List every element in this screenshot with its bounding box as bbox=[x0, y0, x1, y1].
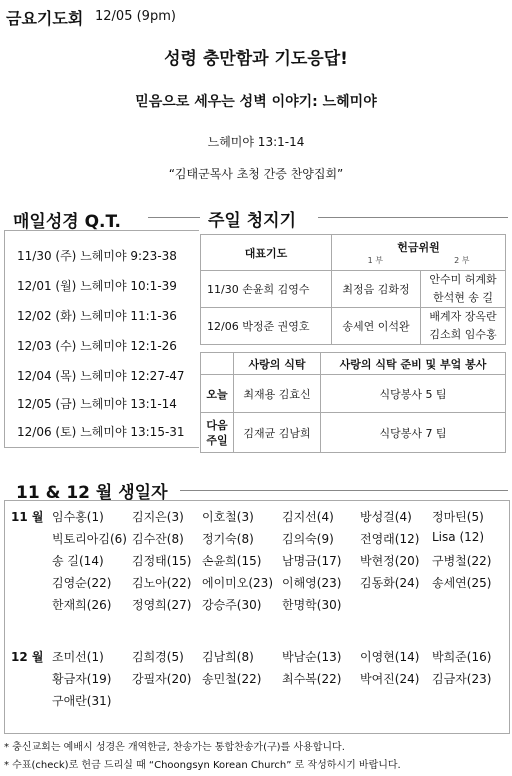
birthday-entry: 김수잔(8) bbox=[132, 532, 184, 546]
birthday-entry: Lisa (12) bbox=[432, 530, 485, 544]
note-check: * 수표(check)로 헌금 드리실 때 “Choongsyn Korean Church” 로 작성하시기 바랍니다. bbox=[4, 760, 401, 771]
qt-row: 12/01 (월) 느헤미야 10:1-39 bbox=[17, 279, 177, 293]
qt-box bbox=[4, 230, 199, 448]
birthday-entry: 김영순(22) bbox=[52, 576, 112, 590]
birthdays-title-rule bbox=[180, 490, 508, 491]
volunteer-row: 12/06 박정준 권영호 송세연 이석완 배계자 장옥란 김소희 임수홍 bbox=[201, 308, 506, 345]
prayer-meeting-title: 금요기도회 bbox=[6, 9, 84, 28]
qt-title: 매일성경 Q.T. bbox=[13, 212, 121, 232]
december-label: 12 월 bbox=[11, 650, 44, 664]
qt-row: 12/03 (수) 느헤미야 12:1-26 bbox=[17, 339, 177, 353]
birthday-entry: 김남희(8) bbox=[202, 650, 254, 664]
sermon-verse: 느헤미야 13:1-14 bbox=[207, 135, 305, 149]
birthday-entry: 정영희(27) bbox=[132, 598, 192, 612]
meal-prep-header: 사랑의 식탁 준비 및 부엌 봉사 bbox=[321, 353, 506, 375]
birthday-entry: 구애란(31) bbox=[52, 694, 112, 708]
meal-table bbox=[200, 352, 506, 453]
birthday-entry: 정기숙(8) bbox=[202, 532, 254, 546]
sermon-heading: 성령 충만함과 기도응답! bbox=[164, 49, 348, 69]
birthday-entry: 황금자(19) bbox=[52, 672, 112, 686]
qt-row: 12/05 (금) 느헤미야 13:1-14 bbox=[17, 397, 177, 411]
birthday-entry: 한명학(30) bbox=[282, 598, 342, 612]
qt-row: 12/02 (화) 느헤미야 11:1-36 bbox=[17, 309, 177, 323]
prayer-header: 대표기도 bbox=[201, 235, 332, 271]
birthday-entry: 박희준(16) bbox=[432, 650, 492, 664]
birthday-entry: 김동화(24) bbox=[360, 576, 420, 590]
birthday-entry: 김정태(15) bbox=[132, 554, 192, 568]
volunteers-table bbox=[200, 234, 506, 345]
birthday-entry: 전영래(12) bbox=[360, 532, 420, 546]
meal-row: 다음 주일 김재균 김남희 식당봉사 7 팀 bbox=[201, 413, 506, 453]
birthday-entry: 방성걸(4) bbox=[360, 510, 412, 524]
birthday-entry: 박남순(13) bbox=[282, 650, 342, 664]
birthday-entry: 이영현(14) bbox=[360, 650, 420, 664]
birthday-entry: 송 길(14) bbox=[52, 554, 104, 568]
birthday-entry: 남명금(17) bbox=[282, 554, 342, 568]
birthday-entry: 이해영(23) bbox=[282, 576, 342, 590]
note-scripture: * 충신교회는 예배시 성경은 개역한글, 찬송가는 통합찬송가(구)를 사용합니다. bbox=[4, 742, 345, 753]
volunteer-row: 11/30 손윤희 김영수 최정음 김화정 안수미 허계화 한석현 송 길 bbox=[201, 271, 506, 308]
offering-sub-2: 2 부 bbox=[454, 256, 470, 265]
qt-row: 12/04 (목) 느헤미야 12:27-47 bbox=[17, 369, 185, 383]
birthday-entry: 김지선(4) bbox=[282, 510, 334, 524]
birthdays-box bbox=[4, 500, 510, 734]
birthday-entry: 구병철(22) bbox=[432, 554, 492, 568]
birthdays-title: 11 & 12 월 생일자 bbox=[16, 483, 168, 503]
birthday-entry: 조미선(1) bbox=[52, 650, 104, 664]
offering-header-cell bbox=[332, 235, 506, 271]
birthday-entry: 김의숙(9) bbox=[282, 532, 334, 546]
birthday-entry: 최수복(22) bbox=[282, 672, 342, 686]
qt-title-rule bbox=[148, 217, 200, 218]
offering-header: 헌금위원 bbox=[397, 241, 440, 254]
meal-header: 사랑의 식탁 bbox=[234, 353, 321, 375]
special-event: “김태군목사 초청 간증 찬양집회” bbox=[168, 167, 344, 181]
meal-row: 오늘 최재용 김효신 식당봉사 5 팀 bbox=[201, 375, 506, 413]
birthday-entry: 김지은(3) bbox=[132, 510, 184, 524]
birthday-entry: 김희경(5) bbox=[132, 650, 184, 664]
volunteers-title: 주일 청지기 bbox=[208, 211, 297, 231]
birthday-entry: 박현정(20) bbox=[360, 554, 420, 568]
birthday-entry: 송세연(25) bbox=[432, 576, 492, 590]
volunteers-title-rule bbox=[318, 217, 508, 218]
birthday-entry: 한재희(26) bbox=[52, 598, 112, 612]
birthday-entry: 임수홍(1) bbox=[52, 510, 104, 524]
birthday-entry: 송민철(22) bbox=[202, 672, 262, 686]
prayer-meeting-date: 12/05 (9pm) bbox=[95, 9, 176, 24]
birthday-entry: 손윤희(15) bbox=[202, 554, 262, 568]
birthday-entry: 빅토리아김(6) bbox=[52, 532, 127, 546]
offering-sub-1: 1 부 bbox=[367, 256, 383, 265]
birthday-entry: 박여진(24) bbox=[360, 672, 420, 686]
birthday-entry: 에이미오(23) bbox=[202, 576, 274, 590]
qt-row: 12/06 (토) 느헤미야 13:15-31 bbox=[17, 425, 185, 439]
birthday-entry: 김금자(23) bbox=[432, 672, 492, 686]
november-label: 11 월 bbox=[11, 510, 44, 524]
birthday-entry: 강필자(20) bbox=[132, 672, 192, 686]
sermon-subheading: 믿음으로 세우는 성벽 이야기: 느헤미야 bbox=[135, 94, 377, 110]
birthday-entry: 정마틴(5) bbox=[432, 510, 484, 524]
birthday-entry: 강승주(30) bbox=[202, 598, 262, 612]
qt-row: 11/30 (주) 느헤미야 9:23-38 bbox=[17, 249, 177, 263]
birthday-entry: 김노아(22) bbox=[132, 576, 192, 590]
birthday-entry: 이호철(3) bbox=[202, 510, 254, 524]
